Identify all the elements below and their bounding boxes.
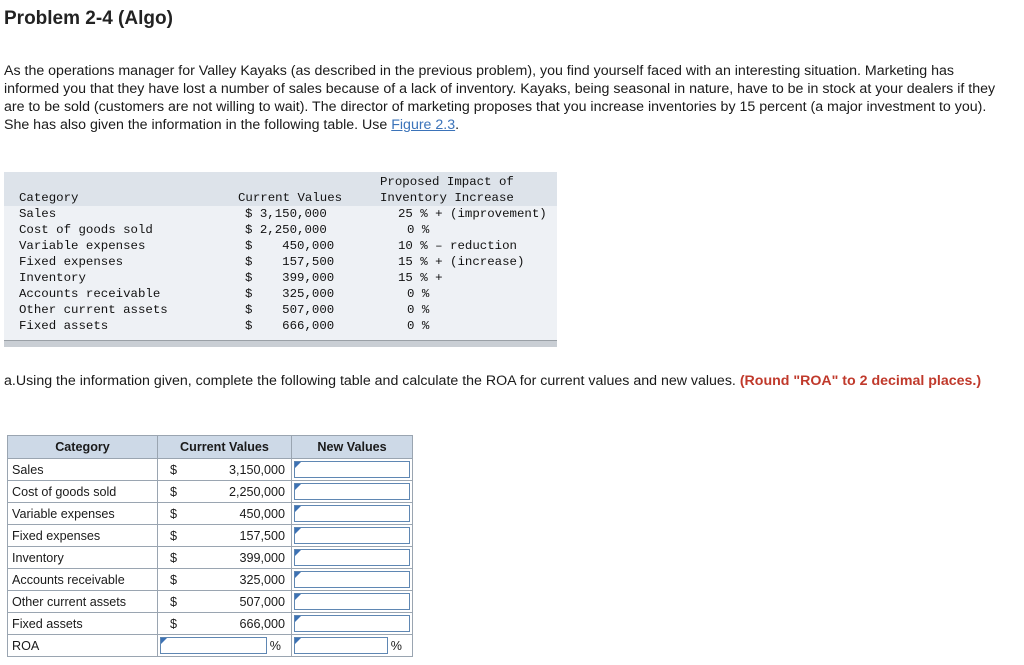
figure-link[interactable]: Figure 2.3 — [391, 117, 456, 133]
row-category: Fixed expenses — [8, 525, 158, 547]
given-row-impact: 0 % — [407, 287, 430, 301]
given-row-category: Accounts receivable — [19, 287, 161, 301]
row-dollar: $ — [158, 547, 193, 569]
part-a-instructions — [4, 372, 1004, 390]
header-new-values: New Values — [292, 436, 413, 459]
row-category: Inventory — [8, 547, 158, 569]
given-row-impact: 15 % + (increase) — [398, 255, 525, 269]
given-header-current: Current Values — [238, 191, 343, 205]
new-value-input[interactable] — [294, 461, 410, 478]
roa-current-pct: % — [269, 639, 281, 653]
row-category: Variable expenses — [8, 503, 158, 525]
given-row-value: $ 399,000 — [245, 271, 335, 285]
header-category: Category — [8, 436, 158, 459]
row-current-value: 450,000 — [192, 503, 292, 525]
given-row-value: $ 666,000 — [245, 319, 335, 333]
new-value-input[interactable] — [294, 505, 410, 522]
row-dollar: $ — [158, 569, 193, 591]
given-row-impact: 10 % – reduction — [398, 239, 517, 253]
given-row-impact: 0 % — [407, 303, 430, 317]
new-value-cell — [292, 613, 413, 635]
row-current-value: 2,250,000 — [192, 481, 292, 503]
answer-table — [7, 435, 413, 657]
given-row-category: Variable expenses — [19, 239, 146, 253]
row-current-value: 157,500 — [192, 525, 292, 547]
row-category: Cost of goods sold — [8, 481, 158, 503]
given-row-impact: 25 % + (improvement) — [398, 207, 547, 221]
row-category: Accounts receivable — [8, 569, 158, 591]
new-value-cell — [292, 569, 413, 591]
given-header-impact-2: Inventory Increase — [380, 191, 514, 205]
row-current-value: 399,000 — [192, 547, 292, 569]
row-current-value: 666,000 — [192, 613, 292, 635]
table-row — [8, 547, 413, 569]
new-value-input[interactable] — [294, 593, 410, 610]
new-value-cell — [292, 481, 413, 503]
row-category: Sales — [8, 459, 158, 481]
roa-new-pct: % — [390, 639, 402, 653]
table-row — [8, 503, 413, 525]
problem-intro — [4, 62, 1004, 134]
new-value-input[interactable] — [294, 615, 410, 632]
given-row-impact: 15 % + — [398, 271, 443, 285]
given-row-category: Fixed expenses — [19, 255, 124, 269]
given-data-table — [4, 172, 557, 347]
row-current-value: 325,000 — [192, 569, 292, 591]
row-dollar: $ — [158, 481, 193, 503]
given-row-value: $ 2,250,000 — [245, 223, 327, 237]
given-row-value: $ 157,500 — [245, 255, 335, 269]
page-title: Problem 2-4 (Algo) — [4, 8, 173, 29]
new-value-cell — [292, 459, 413, 481]
header-current-values: Current Values — [158, 436, 292, 459]
table-row — [8, 591, 413, 613]
new-value-input[interactable] — [294, 527, 410, 544]
given-row-category: Other current assets — [19, 303, 168, 317]
row-dollar: $ — [158, 525, 193, 547]
answer-table-header — [8, 436, 413, 459]
new-value-input[interactable] — [294, 549, 410, 566]
rounding-note: (Round "ROA" to 2 decimal places.) — [739, 373, 982, 389]
table-row — [8, 613, 413, 635]
intro-text: As the operations manager for Valley Kayaks (as described in the previous problem), you find yourself faced with an interesting situation. Marketing has informed you that they have lost a number of sales because of a lack of inventory. Kayaks, being seasonal in nature, have to be in stock at your dealers if they are to be sold (customers are not willing to wait). The director of marketing proposes that you increase inventories by 15 percent (a major investment to you). She has also given the information in the following table. Use — [4, 63, 996, 133]
table-row — [8, 481, 413, 503]
roa-current-cell — [158, 635, 292, 657]
new-value-cell — [292, 503, 413, 525]
new-value-cell — [292, 547, 413, 569]
given-row-category: Fixed assets — [19, 319, 109, 333]
table-row — [8, 459, 413, 481]
row-dollar: $ — [158, 591, 193, 613]
row-dollar: $ — [158, 459, 193, 481]
intro-end: . — [455, 117, 460, 133]
given-row-value: $ 3,150,000 — [245, 207, 327, 221]
row-dollar: $ — [158, 503, 193, 525]
row-current-value: 3,150,000 — [192, 459, 292, 481]
table-row — [8, 569, 413, 591]
row-dollar: $ — [158, 613, 193, 635]
given-row-category: Sales — [19, 207, 57, 221]
given-table-scrollbar[interactable] — [4, 340, 557, 347]
given-row-impact: 0 % — [407, 319, 430, 333]
given-row-category: Inventory — [19, 271, 86, 285]
roa-row — [8, 635, 413, 657]
given-header-impact-1: Proposed Impact of — [380, 175, 514, 189]
given-row-value: $ 325,000 — [245, 287, 335, 301]
new-value-input[interactable] — [294, 483, 410, 500]
new-value-input[interactable] — [294, 571, 410, 588]
row-current-value: 507,000 — [192, 591, 292, 613]
roa-new-cell — [292, 635, 413, 657]
given-row-impact: 0 % — [407, 223, 430, 237]
given-row-value: $ 507,000 — [245, 303, 335, 317]
row-category: Other current assets — [8, 591, 158, 613]
row-category: Fixed assets — [8, 613, 158, 635]
roa-new-input[interactable] — [294, 637, 388, 654]
roa-label: ROA — [8, 635, 158, 657]
given-row-category: Cost of goods sold — [19, 223, 153, 237]
new-value-cell — [292, 591, 413, 613]
roa-current-input[interactable] — [160, 637, 267, 654]
given-row-value: $ 450,000 — [245, 239, 335, 253]
part-a-text: a.Using the information given, complete the following table and calculate the ROA for current values and new values. — [4, 373, 740, 389]
table-row — [8, 525, 413, 547]
new-value-cell — [292, 525, 413, 547]
given-header-category: Category — [19, 191, 79, 205]
